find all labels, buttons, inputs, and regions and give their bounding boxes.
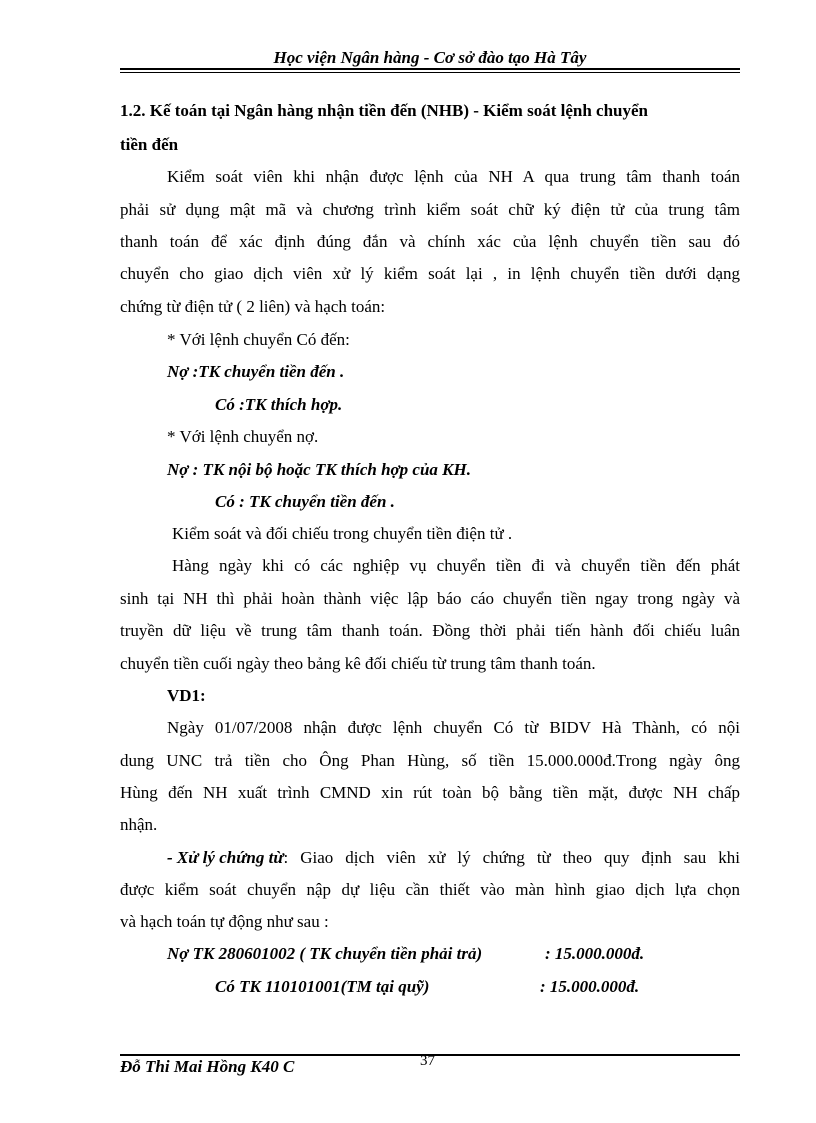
entry-credit-amount: : 15.000.000đ. (540, 977, 640, 996)
processing-line (167, 848, 740, 868)
paragraph-line: Kiểm soát viên khi nhận được lệnh của NH A qua trung tâm thanh toán (167, 167, 740, 186)
entry-debit-account: Nợ TK 280601002 ( TK chuyển tiền phải trả) (167, 944, 483, 963)
processing-line: được kiểm soát chuyển nập dự liệu cần thiết vào màn hình giao dịch lựa chọn (120, 880, 740, 899)
example-line: Hùng đến NH xuất trình CMND xin rút toàn bộ bằng tiền mặt, được NH chấp (120, 783, 740, 802)
paragraph-line: phải sử dụng mật mã và chương trình kiểm soát chữ ký điện tử của trung tâm (120, 200, 740, 219)
credit-transfer-debit-entry: Nợ :TK chuyển tiền đến . (167, 362, 345, 381)
entry-debit-amount: : 15.000.000đ. (545, 944, 645, 963)
paragraph-line: chuyển tiền cuối ngày theo bảng kê đối chiếu từ trung tâm thanh toán. (120, 654, 596, 673)
reconciliation-line: Kiểm soát và đối chiếu trong chuyển tiền điện tử . (172, 524, 513, 543)
example-line: Ngày 01/07/2008 nhận được lệnh chuyển Có từ BIDV Hà Thành, có nội (167, 718, 740, 737)
footer-author: Đỗ Thi Mai Hồng K40 C (120, 1057, 295, 1076)
example-line: nhận. (120, 815, 158, 834)
header-rule (120, 68, 740, 70)
section-heading-line1: 1.2. Kế toán tại Ngân hàng nhận tiền đến (NHB) - Kiểm soát lệnh chuyển (120, 101, 648, 120)
section-heading-line2: tiền đến (120, 135, 179, 154)
processing-label: - Xử lý chứng từ (167, 848, 284, 867)
page-header-title: Học viện Ngân hàng - Cơ sở đào tạo Hà Tây (273, 48, 587, 67)
credit-transfer-credit-entry: Có :TK thích hợp. (215, 395, 343, 414)
header-rule-thin (120, 72, 740, 73)
example-line: dung UNC trả tiền cho Ông Phan Hùng, số tiền 15.000.000đ.Trong ngày ông (120, 751, 740, 770)
processing-text: : Giao dịch viên xử lý chứng từ theo quy định sau khi (283, 848, 740, 867)
paragraph-line: Hàng ngày khi có các nghiệp vụ chuyển tiền đi và chuyển tiền đến phát (172, 556, 740, 575)
paragraph-line: chuyển cho giao dịch viên xử lý kiểm soát lại , in lệnh chuyển tiền dưới dạng (120, 264, 740, 283)
entry-credit-account: Có TK 110101001(TM tại quỹ) (215, 977, 430, 996)
paragraph-line: chứng từ điện tử ( 2 liên) và hạch toán: (120, 297, 386, 316)
paragraph-line: thanh toán để xác định đúng đắn và chính xác của lệnh chuyển tiền sau đó (120, 232, 740, 251)
page-number: 37 (420, 1053, 435, 1069)
paragraph-line: truyền dữ liệu về trung tâm thanh toán. Đồng thời phải tiến hành đối chiếu luân (120, 621, 740, 640)
paragraph-line: sinh tại NH thì phải hoàn thành việc lập báo cáo chuyển tiền ngay trong ngày và (120, 589, 740, 608)
credit-transfer-bullet: * Với lệnh chuyển Có đến: (167, 330, 350, 349)
debit-transfer-debit-entry: Nợ : TK nội bộ hoặc TK thích hợp của KH. (167, 460, 471, 479)
debit-transfer-bullet: * Với lệnh chuyển nợ. (167, 427, 319, 446)
debit-transfer-credit-entry: Có : TK chuyển tiền đến . (215, 492, 395, 511)
example-label: VD1: (167, 686, 206, 705)
processing-line: và hạch toán tự động như sau : (120, 912, 329, 931)
